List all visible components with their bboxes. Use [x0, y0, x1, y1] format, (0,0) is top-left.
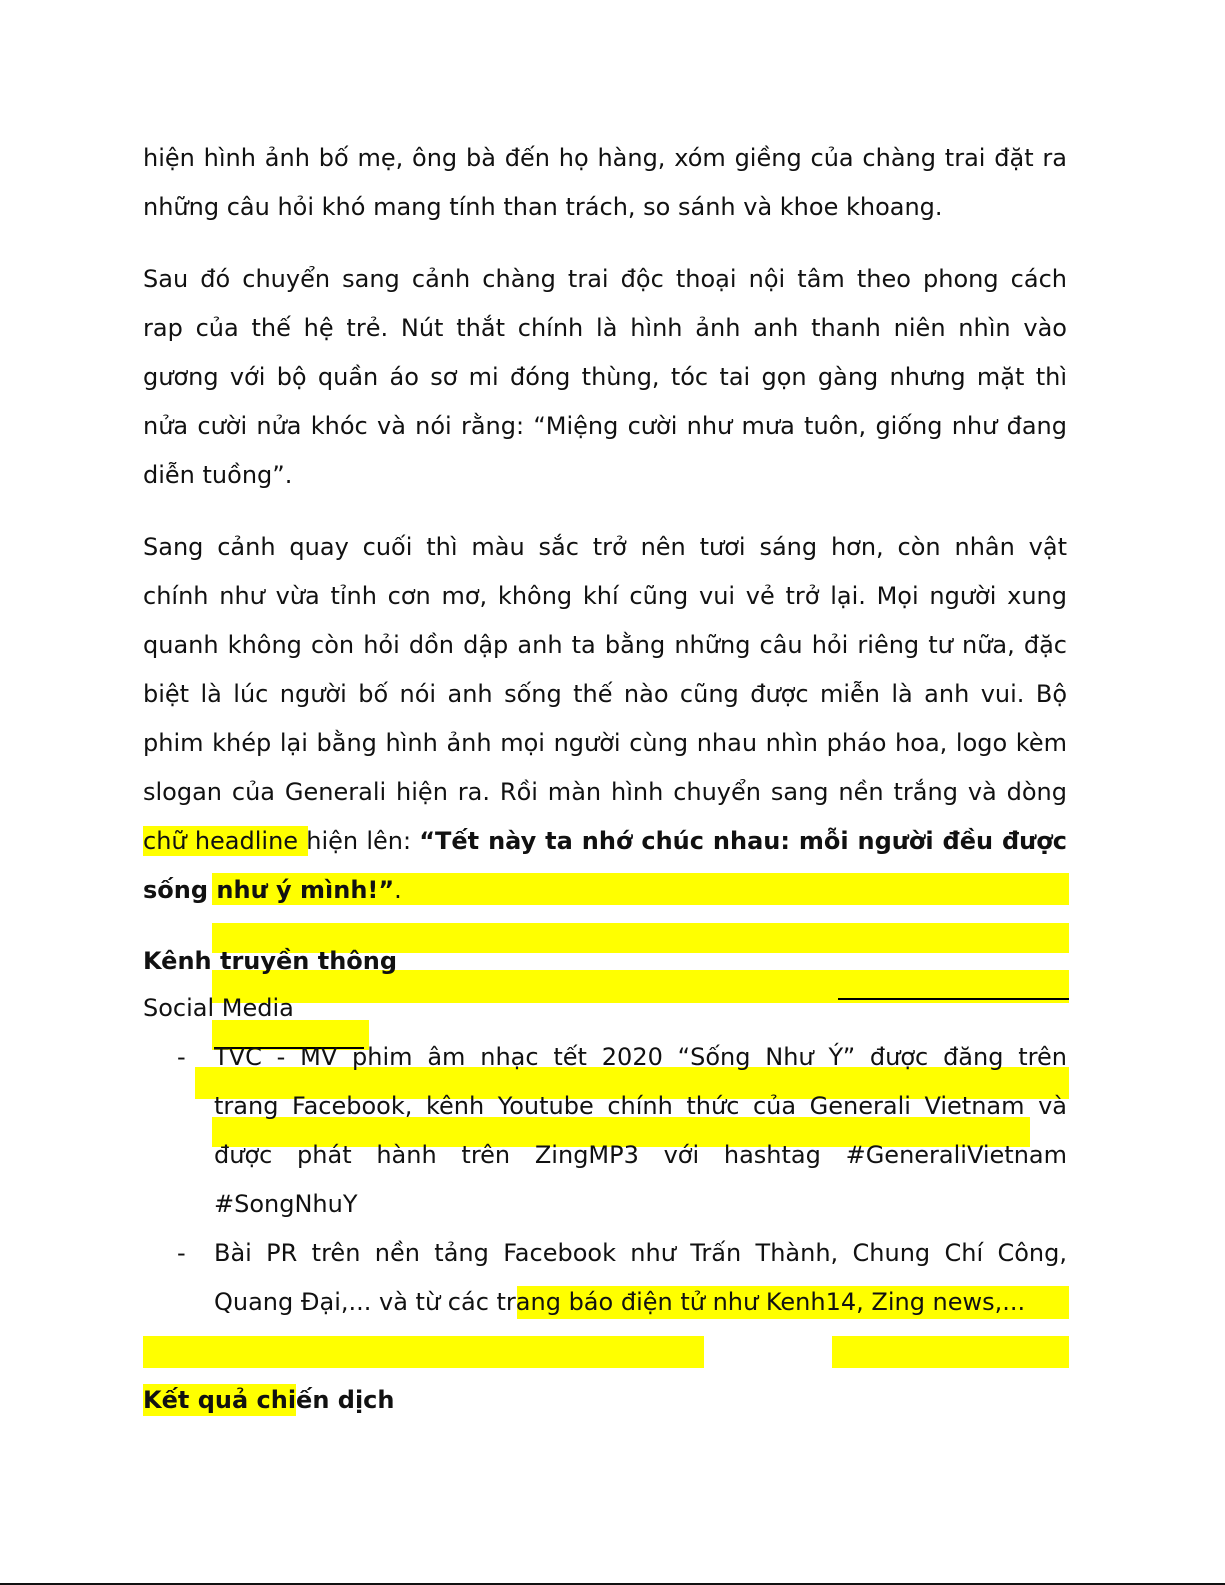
text-line: #SongNhuY — [214, 1190, 358, 1218]
section-heading-results: Kết quả chiến dịch — [143, 1386, 395, 1414]
text-line: Bài PR trên nền tảng Facebook như Trấn Thành, Chung Chí Công, — [214, 1239, 1067, 1267]
highlight-mark — [832, 1336, 1069, 1368]
text-line: rap của thế hệ trẻ. Nút thắt chính là hình ảnh anh thanh niên nhìn vào — [143, 314, 1067, 342]
paragraph-1 — [143, 134, 1067, 232]
highlight-mark — [143, 1336, 704, 1368]
section-heading-channels: Kênh truyền thông — [143, 947, 398, 975]
headline-period: . — [394, 876, 402, 904]
text-line: diễn tuồng”. — [143, 461, 293, 489]
headline-intro: hiện lên: — [298, 827, 420, 855]
text-line: phim khép lại bằng hình ảnh mọi người cùng nhau nhìn pháo hoa, logo kèm — [143, 729, 1067, 757]
headline-quote-end: sống như ý mình!” — [143, 876, 395, 904]
text-line: TVC - MV phim âm nhạc tết 2020 “Sống Như Ý” được đăng trên — [214, 1043, 1067, 1071]
headline-line — [143, 817, 1067, 866]
bullet-item-2 — [214, 1229, 1067, 1327]
text-line: biệt là lúc người bố nói anh sống thế nào cũng được miễn là anh vui. Bộ — [143, 680, 1067, 708]
text-line: nửa cười nửa khóc và nói rằng: “Miệng cười như mưa tuôn, giống như đang — [143, 412, 1067, 440]
text-line: Quang Đại,... và từ các trang báo điện tử như Kenh14, Zing news,... — [214, 1288, 1026, 1316]
text-line: được phát hành trên ZingMP3 với hashtag #GeneraliVietnam — [214, 1141, 1067, 1169]
bullet-marker: - — [177, 1043, 186, 1071]
text-line: hiện hình ảnh bố mẹ, ông bà đến họ hàng, xóm giềng của chàng trai đặt ra — [143, 144, 1067, 172]
subheading-social-media: Social Media — [143, 994, 294, 1022]
text-line: slogan của Generali hiện ra. Rồi màn hình chuyển sang nền trắng và dòng — [143, 778, 1067, 806]
text-line: Sau đó chuyển sang cảnh chàng trai độc thoại nội tâm theo phong cách — [143, 265, 1067, 293]
text-line: trang Facebook, kênh Youtube chính thức của Generali Vietnam và — [214, 1092, 1067, 1120]
paragraph-3 — [143, 523, 1067, 915]
bullet-item-1 — [214, 1033, 1067, 1229]
headline-highlight: chữ headline — [143, 827, 299, 855]
paragraph-2 — [143, 255, 1067, 500]
bullet-marker: - — [177, 1239, 186, 1267]
text-line: quanh không còn hỏi dồn dập anh ta bằng những câu hỏi riêng tư nữa, đặc — [143, 631, 1067, 659]
text-line: chính như vừa tỉnh cơn mơ, không khí cũng vui vẻ trở lại. Mọi người xung — [143, 582, 1067, 610]
text-line: những câu hỏi khó mang tính than trách, so sánh và khoe khoang. — [143, 193, 943, 221]
headline-quote: “Tết này ta nhớ chúc nhau: mỗi người đều được — [419, 827, 1067, 855]
text-line: Sang cảnh quay cuối thì màu sắc trở nên tươi sáng hơn, còn nhân vật — [143, 533, 1067, 561]
text-line: gương với bộ quần áo sơ mi đóng thùng, tóc tai gọn gàng nhưng mặt thì — [143, 363, 1067, 391]
headline-line-end — [143, 866, 1067, 915]
